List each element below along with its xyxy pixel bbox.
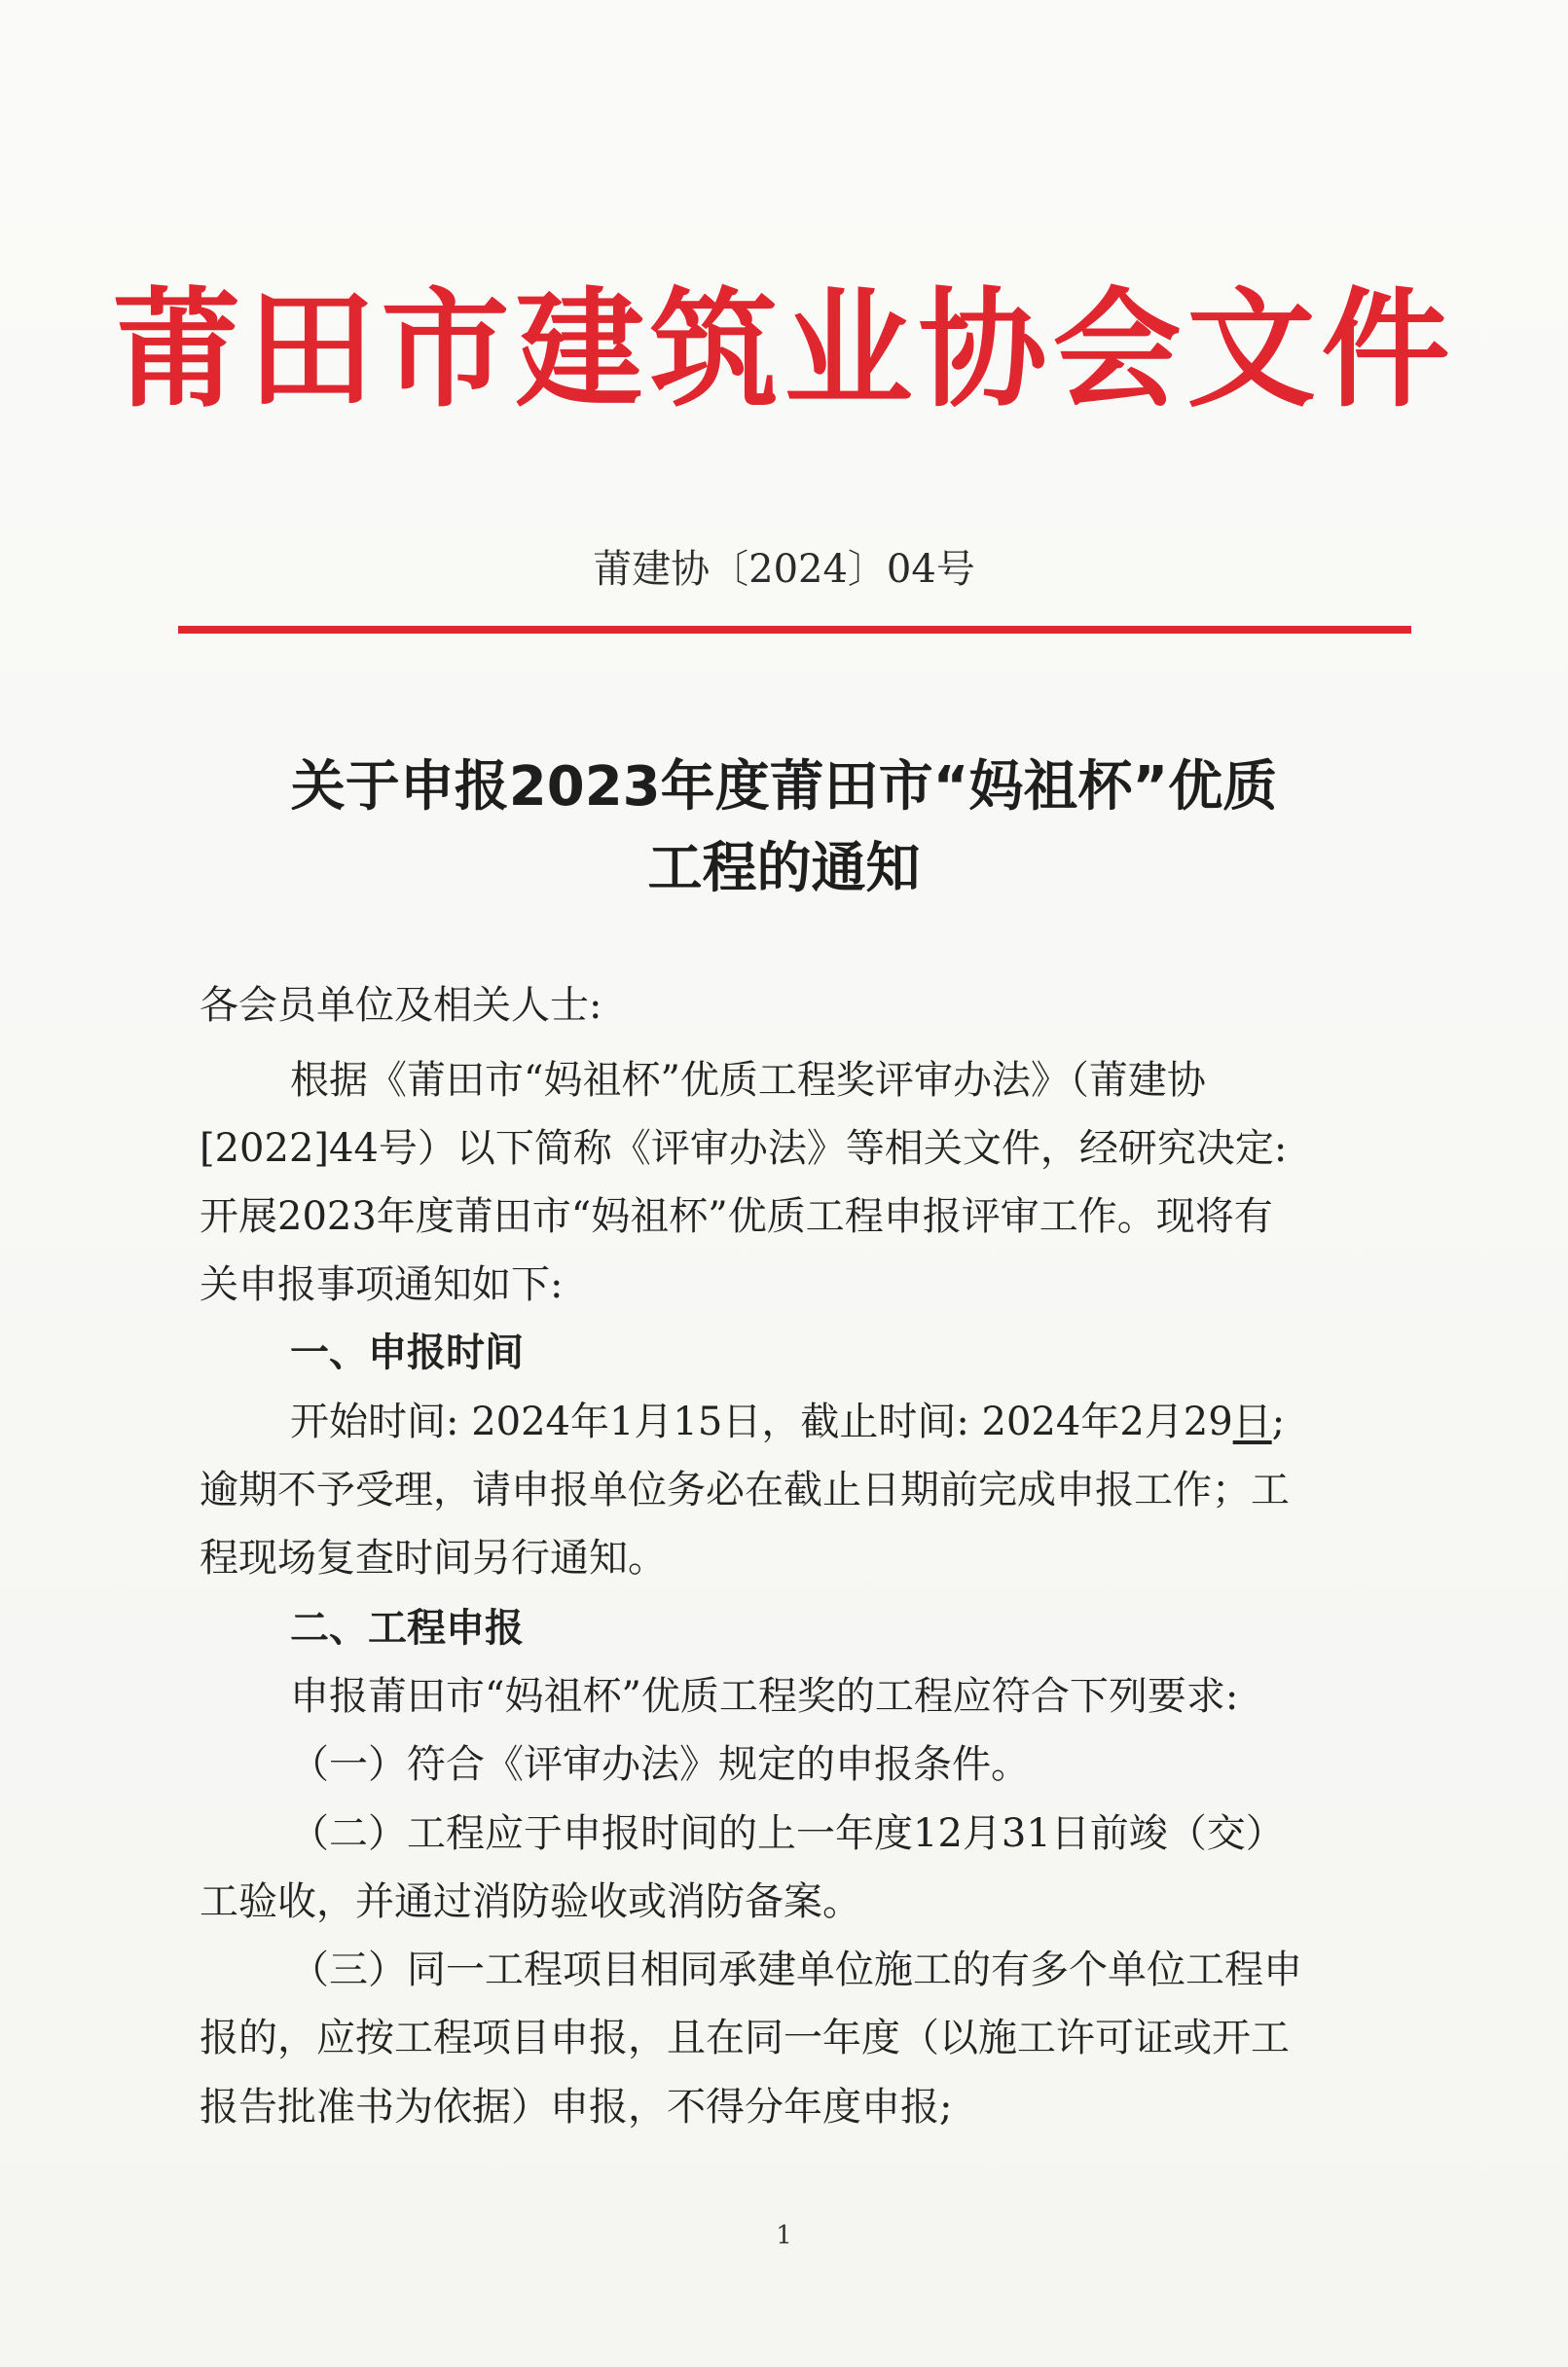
- requirement-item-3-line-3: 报告批准书为依据）申报，不得分年度申报;: [200, 2085, 953, 2130]
- notice-title-line-1: 关于申报2023年度莆田市“妈祖杯”优质: [290, 755, 1278, 819]
- section-1-line-1: [290, 1398, 1285, 1446]
- salutation: 各会员单位及相关人士:: [200, 983, 602, 1028]
- requirement-item-3-line-2: 报的，应按工程项目申报，且在同一年度（以施工许可证或开工: [200, 2016, 1290, 2060]
- document-number: 莆建协〔2024〕04号: [593, 547, 975, 592]
- intro-line-2: [2022]44号）以下简称《评审办法》等相关文件，经研究决定:: [200, 1126, 1288, 1171]
- requirement-item-2-line-2: 工验收，并通过消防验收或消防备案。: [200, 1879, 861, 1924]
- deadline-text: 开始时间: 2024年1月15日，截止时间: 2024年2月29: [290, 1400, 1233, 1444]
- page-number: 1: [776, 2221, 792, 2250]
- section-1-line-2: 逾期不予受理，请申报单位务必在截止日期前完成申报工作；工: [200, 1468, 1290, 1512]
- masthead-title: 莆田市建筑业协会文件: [112, 274, 1456, 425]
- intro-line-4: 关申报事项通知如下:: [200, 1262, 564, 1307]
- intro-line-3: 开展2023年度莆田市“妈祖杯”优质工程申报评审工作。现将有: [200, 1194, 1273, 1239]
- notice-title-line-2: 工程的通知: [647, 837, 921, 900]
- deadline-punctuation: ;: [1271, 1400, 1286, 1444]
- section-2-lead: 申报莆田市“妈祖杯”优质工程奖的工程应符合下列要求:: [290, 1674, 1239, 1719]
- requirement-item-3-line-1: （三）同一工程项目相同承建单位施工的有多个单位工程申: [290, 1948, 1302, 1992]
- requirement-item-2-line-1: （二）工程应于申报时间的上一年度12月31日前竣（交）: [290, 1811, 1285, 1856]
- red-separator-rule: [178, 626, 1411, 634]
- section-2-heading: 二、工程申报: [290, 1606, 524, 1651]
- intro-line-1: 根据《莆田市“妈祖杯”优质工程奖评审办法》（莆建协: [290, 1058, 1206, 1103]
- section-1-heading: 一、申报时间: [290, 1330, 524, 1375]
- section-1-line-3: 程现场复查时间另行通知。: [200, 1536, 667, 1581]
- requirement-item-1: （一）符合《评审办法》规定的申报条件。: [290, 1742, 1030, 1787]
- deadline-day-underlined: 日: [1232, 1400, 1272, 1444]
